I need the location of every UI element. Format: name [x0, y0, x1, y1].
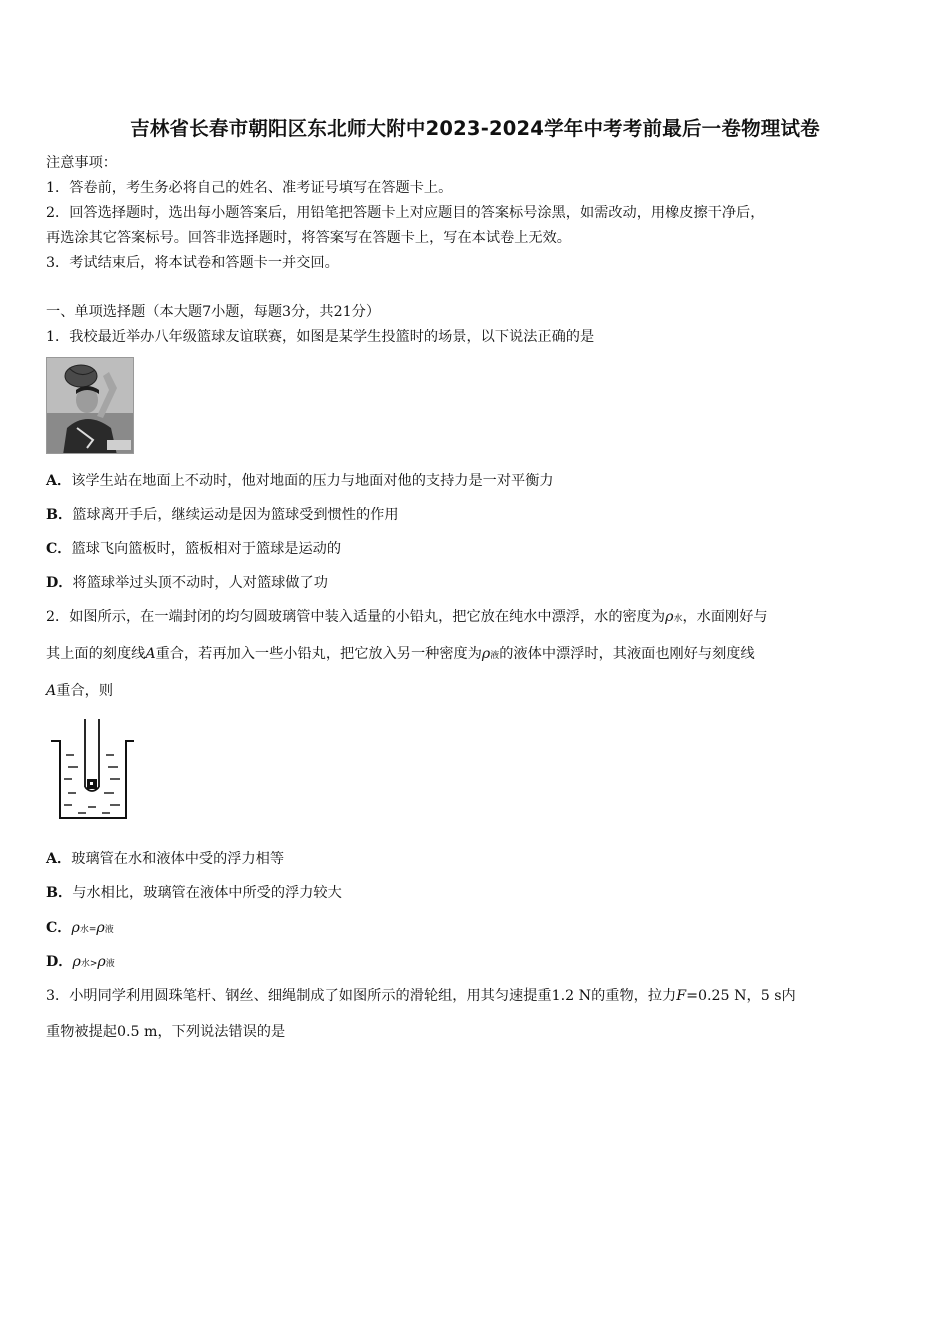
rho-symbol: ρ: [97, 954, 106, 970]
option-letter: B．: [46, 885, 73, 901]
q2-text: 重合，若再加入一些小铅丸，把它放入另一种密度为: [155, 646, 482, 662]
q3-text: 的重物，拉力: [591, 988, 677, 1004]
section-heading: 一、单项选择题（本大题7小题，每题3分，共21分）: [46, 304, 381, 320]
option-letter: D．: [46, 954, 73, 970]
q3-text: 内: [781, 988, 796, 1004]
scale-mark-a: A: [145, 646, 156, 662]
notice-item-2: 2．回答选择题时，选出每小题答案后，用铅笔把答题卡上对应题目的答案标号涂黑，如需改动，用橡皮擦干净后，: [46, 205, 765, 221]
rho-symbol: ρ: [481, 646, 491, 662]
rho-symbol: ρ: [665, 609, 674, 625]
liquid-subscript: 液: [490, 651, 500, 661]
force-value: =0.25 N: [686, 988, 747, 1004]
q1-option-a[interactable]: [46, 470, 554, 490]
option-text: 篮球飞向篮板时，篮板相对于篮球是运动的: [71, 541, 342, 557]
liquid-subscript: 液: [105, 959, 115, 969]
q3-text: 3．小明同学利用圆珠笔杆、钢丝、细绳制成了如图所示的滑轮组，用其匀速提重: [46, 988, 552, 1004]
force-symbol: F: [676, 988, 687, 1004]
notice-item-1: 1．答卷前，考生务必将自己的姓名、准考证号填写在答题卡上。: [46, 180, 453, 196]
question-2-line-2: [46, 643, 755, 663]
q2-text: 2．如图所示，在一端封闭的均匀圆玻璃管中装入适量的小铅丸，把它放在纯水中漂浮，水的密度为: [46, 609, 666, 625]
rho-symbol: ρ: [71, 920, 80, 936]
option-letter: B．: [46, 507, 73, 523]
time-value: 5 s: [760, 988, 782, 1004]
q2-text: ，水面刚好与: [682, 609, 768, 625]
option-text: 该学生站在地面上不动时，他对地面的压力与地面对他的支持力是一对平衡力: [71, 473, 554, 489]
q3-text: 重物被提起: [46, 1024, 117, 1040]
q3-text: ，: [746, 988, 761, 1004]
q2-text: 重合，则: [56, 683, 114, 699]
question-2-line-3: [46, 680, 113, 700]
option-text: 将篮球举过头顶不动时，人对篮球做了功: [72, 575, 328, 591]
basketball-player-image: [47, 358, 134, 454]
q3-text: ，下列说法错误的是: [157, 1024, 286, 1040]
option-text: 与水相比，玻璃管在液体中所受的浮力较大: [72, 885, 342, 901]
notice-item-3: 3．考试结束后，将本试卷和答题卡一并交回。: [46, 255, 339, 271]
weight-value: 1.2 N: [551, 988, 592, 1004]
option-letter: D．: [46, 575, 73, 591]
rho-symbol: ρ: [96, 920, 105, 936]
rho-symbol: ρ: [72, 954, 81, 970]
notice-heading: 注意事项：: [46, 155, 117, 171]
q2-text: 的液体中漂浮时，其液面也刚好与刻度线: [499, 646, 755, 662]
height-value: 0.5 m: [116, 1024, 158, 1040]
notice-item-2-cont: 再选涂其它答案标号。回答非选择题时，将答案写在答题卡上，写在本试卷上无效。: [46, 230, 571, 246]
floating-tube-diagram: [48, 717, 136, 821]
liquid-subscript: 液: [104, 925, 114, 935]
relation-sign: >: [89, 959, 98, 969]
q2-option-a[interactable]: [46, 848, 284, 868]
option-text: 篮球离开手后，继续运动是因为篮球受到惯性的作用: [72, 507, 399, 523]
q1-option-b[interactable]: [46, 504, 399, 524]
q2-option-d[interactable]: [46, 951, 115, 971]
option-letter: A．: [46, 851, 72, 867]
option-letter: C．: [46, 920, 72, 936]
question-3-line-1: [46, 985, 796, 1005]
question-2-line-1: [46, 606, 768, 626]
water-subscript: 水: [79, 925, 89, 935]
water-subscript: 水: [80, 959, 90, 969]
question-3-line-2: [46, 1021, 285, 1041]
relation-sign: =: [88, 925, 97, 935]
option-letter: C．: [46, 541, 72, 557]
scale-mark-a: A: [46, 683, 57, 699]
water-subscript: 水: [673, 614, 683, 624]
page-title: 吉林省长春市朝阳区东北师大附中2023-2024学年中考考前最后一卷物理试卷: [130, 117, 820, 140]
q1-option-c[interactable]: [46, 538, 341, 558]
q1-option-d[interactable]: [46, 572, 328, 592]
beaker-diagram: [48, 717, 136, 821]
option-letter: A．: [46, 473, 72, 489]
q2-option-b[interactable]: [46, 882, 342, 902]
q2-text: 其上面的刻度线: [46, 646, 146, 662]
basketball-photo: [46, 357, 134, 454]
option-text: 玻璃管在水和液体中受的浮力相等: [71, 851, 285, 867]
q2-option-c[interactable]: [46, 917, 114, 937]
question-1-stem: 1．我校最近举办八年级篮球友谊联赛，如图是某学生投篮时的场景，以下说法正确的是: [46, 329, 595, 345]
